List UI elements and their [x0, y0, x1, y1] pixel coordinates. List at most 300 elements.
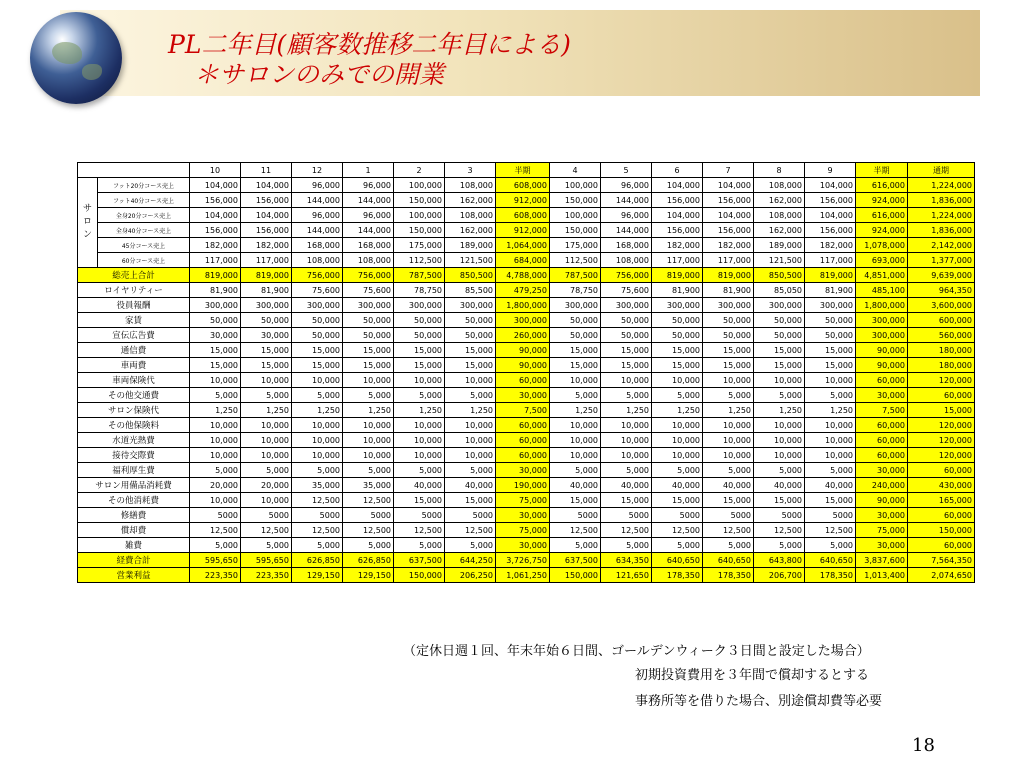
- table-cell: 30,000: [496, 538, 550, 553]
- table-cell: 50,000: [241, 313, 292, 328]
- table-cell: 819,000: [703, 268, 754, 283]
- table-cell: 7,500: [856, 403, 908, 418]
- table-cell: 1,250: [343, 403, 394, 418]
- row-label: フット20分コース売上: [98, 178, 190, 193]
- column-header: 1: [343, 163, 394, 178]
- table-cell: 50,000: [652, 328, 703, 343]
- table-cell: 10,000: [754, 433, 805, 448]
- table-cell: 156,000: [241, 223, 292, 238]
- column-header: 半期: [856, 163, 908, 178]
- row-label: 水道光熱費: [78, 433, 190, 448]
- row-label: その他保険料: [78, 418, 190, 433]
- row-label: 60分コース売上: [98, 253, 190, 268]
- table-cell: 156,000: [190, 193, 241, 208]
- table-row: [78, 478, 975, 493]
- table-cell: 60,000: [908, 538, 975, 553]
- table-cell: 756,000: [601, 268, 652, 283]
- table-cell: 5,000: [652, 388, 703, 403]
- row-label: 接待交際費: [78, 448, 190, 463]
- header-row: [78, 163, 975, 178]
- table-cell: 1,250: [190, 403, 241, 418]
- table-cell: 30,000: [241, 328, 292, 343]
- table-cell: 15,000: [754, 343, 805, 358]
- row-label: サロン保険代: [78, 403, 190, 418]
- table-cell: 50,000: [190, 313, 241, 328]
- table-cell: 12,500: [292, 493, 343, 508]
- table-cell: 104,000: [652, 178, 703, 193]
- table-cell: 756,000: [343, 268, 394, 283]
- table-cell: 5,000: [703, 538, 754, 553]
- table-cell: 1,836,000: [908, 223, 975, 238]
- table-cell: 223,350: [190, 568, 241, 583]
- table-cell: 3,600,000: [908, 298, 975, 313]
- table-cell: 108,000: [292, 253, 343, 268]
- table-cell: 5,000: [394, 388, 445, 403]
- table-cell: 5,000: [652, 538, 703, 553]
- table-cell: 5,000: [292, 538, 343, 553]
- table-row: [78, 178, 975, 193]
- table-cell: 10,000: [190, 493, 241, 508]
- table-cell: 129,150: [292, 568, 343, 583]
- table-cell: 10,000: [292, 418, 343, 433]
- table-row: [78, 448, 975, 463]
- table-cell: 300,000: [856, 328, 908, 343]
- table-cell: 1,078,000: [856, 238, 908, 253]
- table-cell: 30,000: [856, 463, 908, 478]
- table-cell: 168,000: [601, 238, 652, 253]
- table-cell: 479,250: [496, 283, 550, 298]
- table-cell: 616,000: [856, 208, 908, 223]
- table-cell: 10,000: [343, 418, 394, 433]
- table-cell: 40,000: [445, 478, 496, 493]
- table-row: [78, 508, 975, 523]
- column-header: 2: [394, 163, 445, 178]
- table-cell: 121,500: [445, 253, 496, 268]
- table-cell: 104,000: [805, 208, 856, 223]
- table-cell: 100,000: [550, 208, 601, 223]
- table-cell: 175,000: [394, 238, 445, 253]
- table-cell: 10,000: [550, 448, 601, 463]
- table-cell: 150,000: [394, 568, 445, 583]
- table-row: [78, 343, 975, 358]
- table-cell: 5,000: [703, 388, 754, 403]
- table-cell: 60,000: [908, 463, 975, 478]
- table-cell: 1,250: [292, 403, 343, 418]
- table-cell: 5,000: [550, 463, 601, 478]
- table-cell: 912,000: [496, 223, 550, 238]
- table-cell: 50,000: [550, 313, 601, 328]
- table-cell: 30,000: [496, 388, 550, 403]
- table-cell: 300,000: [292, 298, 343, 313]
- table-cell: 1,250: [241, 403, 292, 418]
- table-cell: 60,000: [856, 433, 908, 448]
- table-cell: 78,750: [394, 283, 445, 298]
- table-cell: 787,500: [394, 268, 445, 283]
- table-cell: 12,500: [445, 523, 496, 538]
- table-row: [78, 268, 975, 283]
- row-label: 雑費: [78, 538, 190, 553]
- table-cell: 5000: [445, 508, 496, 523]
- table-cell: 108,000: [445, 178, 496, 193]
- table-cell: 50,000: [550, 328, 601, 343]
- table-cell: 5,000: [754, 388, 805, 403]
- row-label: ロイヤリティー: [78, 283, 190, 298]
- table-cell: 5,000: [445, 538, 496, 553]
- table-cell: 50,000: [394, 313, 445, 328]
- table-cell: 75,000: [856, 523, 908, 538]
- note-depreciation: 初期投資費用を３年間で償却するとする: [635, 668, 870, 683]
- table-row: [78, 223, 975, 238]
- table-cell: 60,000: [856, 448, 908, 463]
- table-row: [78, 433, 975, 448]
- table-cell: 10,000: [241, 433, 292, 448]
- table-cell: 40,000: [394, 478, 445, 493]
- table-cell: 10,000: [292, 448, 343, 463]
- table-cell: 756,000: [292, 268, 343, 283]
- table-cell: 300,000: [550, 298, 601, 313]
- table-cell: 96,000: [292, 208, 343, 223]
- row-label: 償却費: [78, 523, 190, 538]
- table-cell: 182,000: [652, 238, 703, 253]
- table-cell: 819,000: [652, 268, 703, 283]
- table-cell: 600,000: [908, 313, 975, 328]
- table-cell: 300,000: [601, 298, 652, 313]
- note-office: 事務所等を借りた場合、別途償却費等必要: [635, 694, 883, 709]
- column-header: 8: [754, 163, 805, 178]
- table-cell: 15,000: [190, 358, 241, 373]
- table-cell: 1,800,000: [856, 298, 908, 313]
- table-cell: 90,000: [856, 358, 908, 373]
- table-cell: 15,000: [343, 358, 394, 373]
- table-cell: 182,000: [805, 238, 856, 253]
- table-cell: 850,500: [754, 268, 805, 283]
- table-cell: 90,000: [496, 358, 550, 373]
- table-cell: 100,000: [394, 178, 445, 193]
- table-cell: 10,000: [805, 448, 856, 463]
- table-cell: 150,000: [394, 193, 445, 208]
- table-cell: 104,000: [703, 208, 754, 223]
- table-cell: 168,000: [292, 238, 343, 253]
- table-cell: 787,500: [550, 268, 601, 283]
- table-cell: 300,000: [805, 298, 856, 313]
- table-cell: 300,000: [703, 298, 754, 313]
- table-cell: 1,250: [601, 403, 652, 418]
- table-row: [78, 553, 975, 568]
- table-cell: 4,851,000: [856, 268, 908, 283]
- table-row: [78, 493, 975, 508]
- table-cell: 206,700: [754, 568, 805, 583]
- table-cell: 15,000: [550, 493, 601, 508]
- table-cell: 5000: [241, 508, 292, 523]
- table-cell: 608,000: [496, 178, 550, 193]
- table-cell: 643,800: [754, 553, 805, 568]
- note-holidays: （定休日週１回、年末年始６日間、ゴールデンウィーク３日間と設定した場合）: [403, 644, 870, 659]
- table-cell: 144,000: [292, 193, 343, 208]
- table-cell: 9,639,000: [908, 268, 975, 283]
- table-cell: 2,074,650: [908, 568, 975, 583]
- table-row: [78, 313, 975, 328]
- table-cell: 50,000: [703, 313, 754, 328]
- table-cell: 640,650: [805, 553, 856, 568]
- table-cell: 10,000: [241, 493, 292, 508]
- table-cell: 5000: [394, 508, 445, 523]
- row-label: フット40分コース売上: [98, 193, 190, 208]
- table-cell: 819,000: [241, 268, 292, 283]
- table-cell: 189,000: [445, 238, 496, 253]
- table-cell: 40,000: [601, 478, 652, 493]
- table-cell: 240,000: [856, 478, 908, 493]
- slide-title: [168, 30, 571, 90]
- table-cell: 10,000: [343, 448, 394, 463]
- table-row: [78, 418, 975, 433]
- table-cell: 10,000: [190, 373, 241, 388]
- table-cell: 120,000: [908, 373, 975, 388]
- row-label: その他交通費: [78, 388, 190, 403]
- table-cell: 10,000: [343, 373, 394, 388]
- table-cell: 5,000: [241, 388, 292, 403]
- table-cell: 300,000: [394, 298, 445, 313]
- table-cell: 10,000: [241, 448, 292, 463]
- table-cell: 15,000: [550, 343, 601, 358]
- table-row: [78, 193, 975, 208]
- table-cell: 1,064,000: [496, 238, 550, 253]
- table-cell: 75,000: [496, 493, 550, 508]
- table-cell: 182,000: [703, 238, 754, 253]
- table-cell: 10,000: [652, 433, 703, 448]
- table-cell: 104,000: [703, 178, 754, 193]
- table-cell: 120,000: [908, 448, 975, 463]
- table-cell: 3,726,750: [496, 553, 550, 568]
- table-cell: 15,000: [805, 343, 856, 358]
- table-cell: 85,050: [754, 283, 805, 298]
- row-label: 家賃: [78, 313, 190, 328]
- table-cell: 5,000: [190, 388, 241, 403]
- table-cell: 640,650: [652, 553, 703, 568]
- table-cell: 30,000: [856, 388, 908, 403]
- table-cell: 40,000: [805, 478, 856, 493]
- table-cell: 162,000: [445, 223, 496, 238]
- table-cell: 165,000: [908, 493, 975, 508]
- table-cell: 12,500: [550, 523, 601, 538]
- table-cell: 50,000: [703, 328, 754, 343]
- table-cell: 5,000: [703, 463, 754, 478]
- table-cell: 60,000: [908, 388, 975, 403]
- table-cell: 156,000: [703, 223, 754, 238]
- table-cell: 50,000: [445, 328, 496, 343]
- table-cell: 10,000: [601, 373, 652, 388]
- column-header: 半期: [496, 163, 550, 178]
- table-cell: 819,000: [805, 268, 856, 283]
- table-cell: 1,061,250: [496, 568, 550, 583]
- table-cell: 35,000: [343, 478, 394, 493]
- table-cell: 15,000: [292, 343, 343, 358]
- table-cell: 644,250: [445, 553, 496, 568]
- table-cell: 300,000: [856, 313, 908, 328]
- table-cell: 15,000: [190, 343, 241, 358]
- column-header: 通期: [908, 163, 975, 178]
- table-cell: 10,000: [703, 373, 754, 388]
- table-cell: 40,000: [550, 478, 601, 493]
- table-cell: 190,000: [496, 478, 550, 493]
- table-cell: 180,000: [908, 343, 975, 358]
- table-cell: 60,000: [496, 433, 550, 448]
- table-cell: 30,000: [496, 463, 550, 478]
- table-cell: 5,000: [190, 538, 241, 553]
- table-cell: 10,000: [652, 373, 703, 388]
- table-cell: 50,000: [292, 328, 343, 343]
- table-cell: 5000: [190, 508, 241, 523]
- table-cell: 595,650: [190, 553, 241, 568]
- table-cell: 10,000: [601, 418, 652, 433]
- table-cell: 300,000: [190, 298, 241, 313]
- table-cell: 10,000: [652, 418, 703, 433]
- table-cell: 10,000: [343, 433, 394, 448]
- table-cell: 50,000: [601, 328, 652, 343]
- table-cell: 7,500: [496, 403, 550, 418]
- table-cell: 1,250: [703, 403, 754, 418]
- table-cell: 10,000: [190, 418, 241, 433]
- table-cell: 12,500: [343, 493, 394, 508]
- table-cell: 964,350: [908, 283, 975, 298]
- table-cell: 5,000: [550, 538, 601, 553]
- table-cell: 595,650: [241, 553, 292, 568]
- salon-group-char: サ: [82, 204, 92, 214]
- table-cell: 78,750: [550, 283, 601, 298]
- table-cell: 90,000: [856, 343, 908, 358]
- table-cell: 162,000: [754, 223, 805, 238]
- table-cell: 60,000: [856, 418, 908, 433]
- row-label: 通信費: [78, 343, 190, 358]
- table-cell: 162,000: [754, 193, 805, 208]
- table-cell: 5,000: [805, 388, 856, 403]
- table-cell: 5,000: [754, 463, 805, 478]
- row-label: サロン用備品消耗費: [78, 478, 190, 493]
- table-cell: 5000: [754, 508, 805, 523]
- table-cell: 10,000: [445, 433, 496, 448]
- row-label: その他消耗費: [78, 493, 190, 508]
- table-cell: 50,000: [292, 313, 343, 328]
- table-cell: 5,000: [394, 463, 445, 478]
- table-cell: 10,000: [292, 433, 343, 448]
- table-cell: 144,000: [343, 223, 394, 238]
- table-cell: 1,250: [805, 403, 856, 418]
- table-cell: 15,000: [241, 358, 292, 373]
- table-cell: 50,000: [343, 328, 394, 343]
- table-cell: 850,500: [445, 268, 496, 283]
- table-cell: 10,000: [190, 433, 241, 448]
- table-cell: 10,000: [703, 418, 754, 433]
- table-cell: 10,000: [292, 373, 343, 388]
- table-cell: 144,000: [343, 193, 394, 208]
- table-cell: 10,000: [394, 373, 445, 388]
- table-cell: 15,000: [550, 358, 601, 373]
- table-cell: 81,900: [805, 283, 856, 298]
- table-cell: 12,500: [754, 523, 805, 538]
- table-cell: 684,000: [496, 253, 550, 268]
- table-cell: 104,000: [241, 208, 292, 223]
- table-cell: 5,000: [601, 463, 652, 478]
- table-cell: 40,000: [703, 478, 754, 493]
- salon-group-label: [78, 178, 98, 268]
- table-cell: 81,900: [241, 283, 292, 298]
- table-cell: 96,000: [601, 178, 652, 193]
- table-cell: 300,000: [652, 298, 703, 313]
- table-cell: 81,900: [190, 283, 241, 298]
- salon-group-char: ロ: [82, 217, 92, 227]
- table-cell: 20,000: [241, 478, 292, 493]
- row-label: 宣伝広告費: [78, 328, 190, 343]
- table-cell: 182,000: [241, 238, 292, 253]
- table-cell: 175,000: [550, 238, 601, 253]
- table-cell: 178,350: [805, 568, 856, 583]
- table-cell: 1,250: [394, 403, 445, 418]
- table-cell: 5000: [703, 508, 754, 523]
- table-cell: 485,100: [856, 283, 908, 298]
- table-cell: 15,000: [754, 358, 805, 373]
- row-label: 修繕費: [78, 508, 190, 523]
- table-cell: 96,000: [343, 178, 394, 193]
- table-cell: 120,000: [908, 418, 975, 433]
- table-cell: 819,000: [190, 268, 241, 283]
- table-cell: 182,000: [190, 238, 241, 253]
- table-cell: 156,000: [190, 223, 241, 238]
- table-cell: 10,000: [550, 433, 601, 448]
- table-cell: 5,000: [343, 388, 394, 403]
- table-cell: 30,000: [856, 508, 908, 523]
- table-cell: 5,000: [805, 463, 856, 478]
- column-header: 10: [190, 163, 241, 178]
- column-header: 4: [550, 163, 601, 178]
- table-cell: 75,600: [601, 283, 652, 298]
- table-cell: 2,142,000: [908, 238, 975, 253]
- table-cell: 7,564,350: [908, 553, 975, 568]
- table-cell: 12,500: [805, 523, 856, 538]
- table-cell: 5,000: [394, 538, 445, 553]
- table-cell: 10,000: [601, 433, 652, 448]
- table-cell: 5,000: [241, 538, 292, 553]
- table-cell: 50,000: [343, 313, 394, 328]
- table-cell: 300,000: [496, 313, 550, 328]
- table-cell: 81,900: [703, 283, 754, 298]
- table-cell: 35,000: [292, 478, 343, 493]
- table-cell: 10,000: [445, 418, 496, 433]
- table-cell: 1,224,000: [908, 178, 975, 193]
- table-cell: 12,500: [241, 523, 292, 538]
- table-cell: 50,000: [754, 328, 805, 343]
- table-cell: 150,000: [908, 523, 975, 538]
- table-cell: 626,850: [292, 553, 343, 568]
- table-cell: 180,000: [908, 358, 975, 373]
- table-cell: 10,000: [394, 433, 445, 448]
- table-row: [78, 403, 975, 418]
- table-cell: 15,000: [601, 493, 652, 508]
- row-label: 車両保険代: [78, 373, 190, 388]
- table-cell: 1,224,000: [908, 208, 975, 223]
- table-cell: 189,000: [754, 238, 805, 253]
- row-label: 経費合計: [78, 553, 190, 568]
- column-header: 7: [703, 163, 754, 178]
- column-header: 5: [601, 163, 652, 178]
- table-cell: 15,000: [652, 343, 703, 358]
- table-cell: 1,250: [445, 403, 496, 418]
- table-cell: 5000: [343, 508, 394, 523]
- table-cell: 15,000: [394, 493, 445, 508]
- table-cell: 104,000: [190, 208, 241, 223]
- table-cell: 117,000: [241, 253, 292, 268]
- table-cell: 10,000: [445, 373, 496, 388]
- table-row: [78, 208, 975, 223]
- table-cell: 5,000: [550, 388, 601, 403]
